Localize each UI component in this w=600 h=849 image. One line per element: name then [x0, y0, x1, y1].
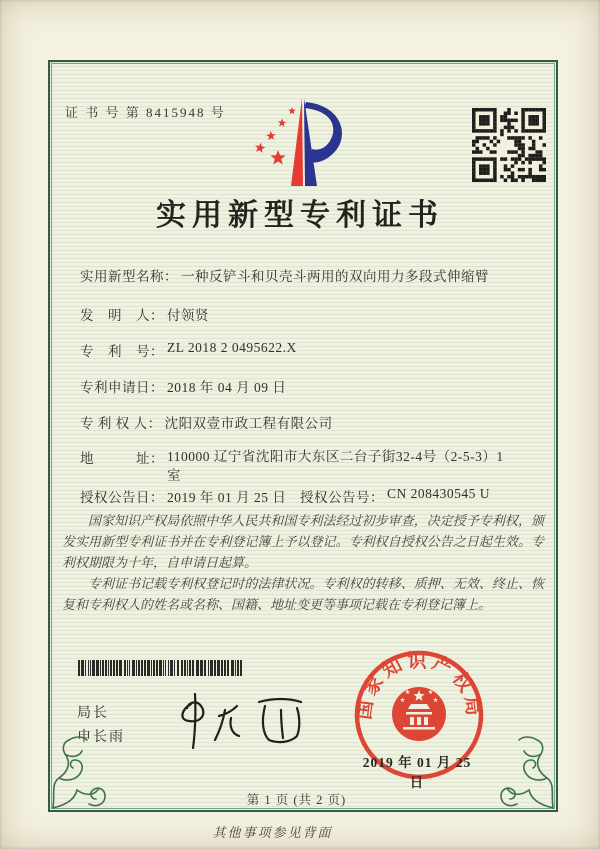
field-utility-model-name	[80, 265, 489, 285]
field-grant-date	[80, 486, 286, 506]
field-value: 110000 辽宁省沈阳市大东区二台子街32-4号（2-5-3）1室	[167, 449, 504, 483]
field-value: 2018 年 04 月 09 日	[167, 380, 287, 395]
barcode	[78, 660, 245, 676]
certificate-title: 实用新型专利证书	[156, 199, 444, 232]
back-side-note: 其他事项参见背面	[212, 825, 333, 840]
field-label: 实用新型名称：	[80, 269, 178, 284]
cnipa-logo-icon	[240, 92, 360, 192]
qr-code	[472, 108, 546, 182]
director-name: 申长雨	[77, 728, 125, 744]
field-label: 授权公告日：	[80, 490, 164, 505]
legal-paragraph-1: 国家知识产权局依照中华人民共和国专利法经过初步审查，决定授予专利权，颁发实用新型专利证书并在专利登记簿上予以登记。专利权自授权公告之日起生效。专利权期限为十年，自申请日起算。	[62, 513, 544, 570]
field-patentee	[80, 412, 333, 432]
field-address	[80, 447, 512, 485]
field-filing-date	[80, 376, 286, 396]
field-value: 付领贤	[167, 308, 209, 323]
field-inventor	[80, 304, 209, 324]
field-label: 专 利 号：	[80, 344, 164, 359]
seal-date: 2019 年 01 月 25 日	[362, 755, 472, 790]
director-signature	[173, 690, 313, 752]
field-label: 专 利 权 人：	[80, 416, 162, 431]
field-grant-number	[300, 486, 490, 506]
field-patent-number	[80, 340, 297, 360]
certificate-number: 证 书 号 第 8415948 号	[65, 105, 226, 120]
logo-stars-icon	[255, 107, 296, 165]
corner-ornament-bottom-left	[49, 732, 129, 812]
national-emblem-icon	[392, 687, 446, 741]
page-number: 第 1 页 (共 2 页)	[246, 793, 347, 807]
field-value: ZL 2018 2 0495622.X	[167, 340, 297, 355]
corner-ornament-bottom-right	[477, 732, 557, 812]
legal-text	[62, 510, 544, 615]
field-label: 发 明 人：	[80, 308, 164, 323]
legal-paragraph-2: 专利证书记载专利权登记时的法律状况。专利权的转移、质押、无效、终止、恢复和专利权人的姓名或名称、国籍、地址变更等事项记载在专利登记簿上。	[62, 576, 544, 612]
field-label: 专利申请日：	[80, 380, 164, 395]
field-label: 授权公告号：	[300, 490, 384, 505]
field-label: 地 址：	[80, 451, 164, 466]
field-value: 一种反铲斗和贝壳斗两用的双向用力多段式伸缩臂	[181, 269, 489, 284]
director-title: 局长	[77, 704, 109, 720]
seal-text: 国家知识产权局	[354, 650, 484, 721]
field-value: 2019 年 01 月 25 日	[167, 490, 287, 505]
field-value: CN 208430545 U	[387, 486, 491, 501]
field-value: 沈阳双壹市政工程有限公司	[164, 416, 333, 431]
